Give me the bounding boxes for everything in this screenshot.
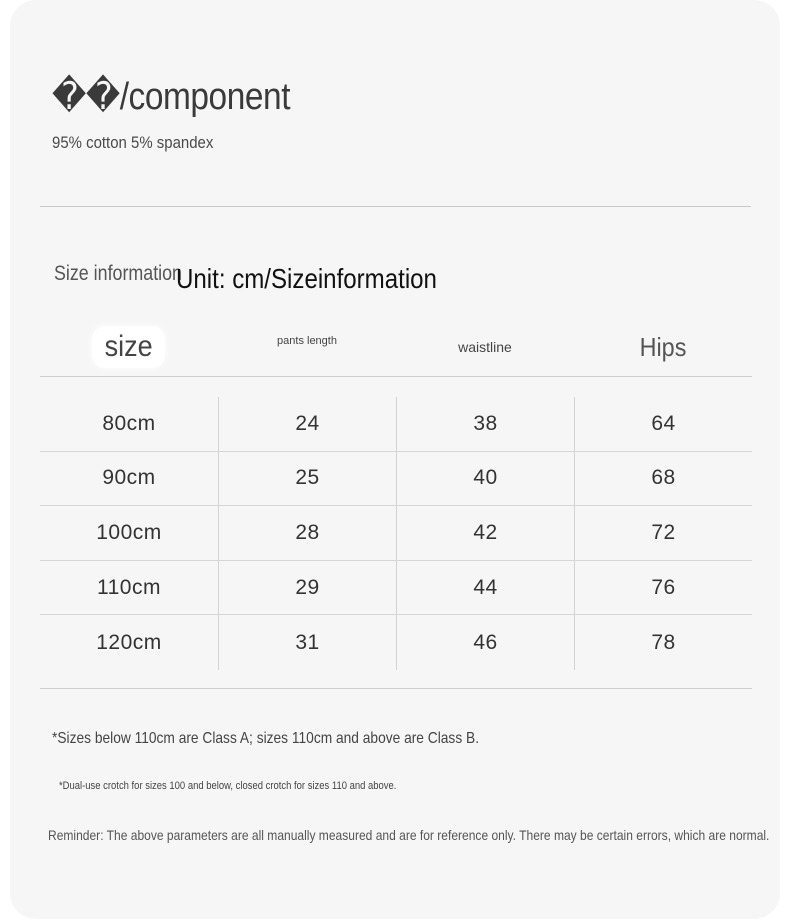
cell-pants-length: 31 (218, 615, 396, 670)
cell-waistline: 40 (396, 452, 574, 506)
cell-pants-length: 24 (218, 397, 396, 451)
composition-title: ��/component (52, 76, 291, 118)
cell-size: 80cm (102, 411, 156, 435)
header-pants-length: pants length (277, 335, 337, 347)
cell-hips: 78 (574, 615, 752, 670)
cell-size: 100cm (96, 520, 162, 544)
crotch-note: *Dual-use crotch for sizes 100 and below, closed crotch for sizes 110 and above. (59, 780, 397, 792)
size-table (40, 397, 752, 670)
table-header (40, 318, 752, 376)
cell-waistline: 46 (396, 615, 574, 670)
cell-waistline: 38 (396, 397, 574, 451)
material-text: 95% cotton 5% spandex (52, 133, 214, 152)
cell-hips: 76 (574, 561, 752, 615)
class-note: *Sizes below 110cm are Class A; sizes 110cm and above are Class B. (52, 730, 480, 747)
cell-hips: 68 (574, 452, 752, 506)
section-divider (40, 206, 751, 207)
size-information-label: Size information (54, 262, 182, 285)
table-row (40, 561, 752, 616)
cell-size: 120cm (96, 630, 162, 654)
cell-waistline: 44 (396, 561, 574, 615)
cell-size: 90cm (102, 466, 156, 490)
table-row (40, 452, 752, 507)
table-row (40, 615, 752, 670)
cell-pants-length: 25 (218, 452, 396, 506)
cell-size: 110cm (97, 575, 161, 599)
header-size (40, 318, 218, 376)
table-row (40, 506, 752, 561)
header-size-label: size (92, 326, 165, 368)
cell-waistline: 42 (396, 506, 574, 560)
header-hips: Hips (639, 331, 687, 362)
table-row (40, 397, 752, 452)
reminder-note: Reminder: The above parameters are all manually measured and are for reference only. There may be certain errors, which are normal. (48, 827, 770, 843)
header-waistline: waistline (458, 339, 512, 355)
table-bottom-divider (40, 688, 752, 689)
cell-hips: 64 (574, 397, 752, 451)
cell-hips: 72 (574, 506, 752, 560)
header-divider (40, 376, 752, 377)
unit-label: Unit: cm/Sizeinformation (176, 263, 437, 294)
cell-pants-length: 29 (218, 561, 396, 615)
cell-pants-length: 28 (218, 506, 396, 560)
